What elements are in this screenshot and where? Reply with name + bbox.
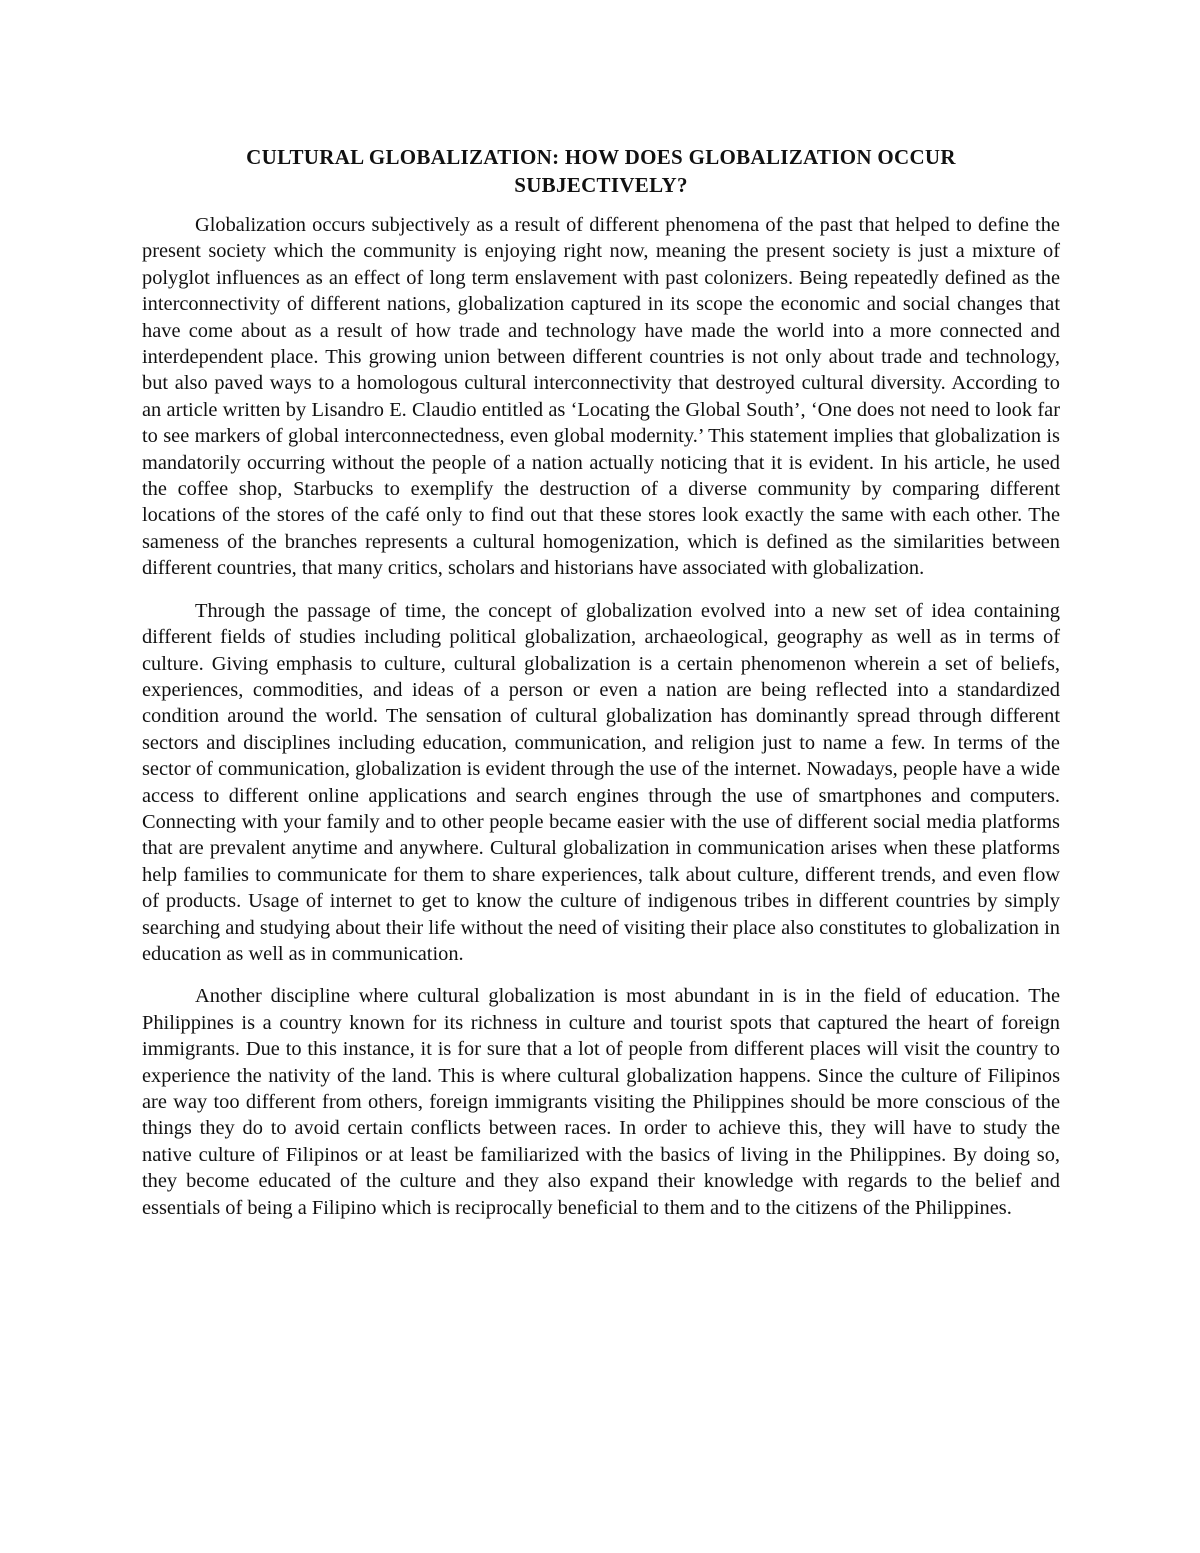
- title-line-2: SUBJECTIVELY?: [514, 173, 688, 197]
- document-body: [142, 143, 1060, 1221]
- document-title: [142, 143, 1060, 199]
- title-line-1: CULTURAL GLOBALIZATION: HOW DOES GLOBALIZATION OCCUR: [246, 145, 956, 169]
- paragraph-2: Through the passage of time, the concept of globalization evolved into a new set of idea containing different fields of studies including political globalization, archaeological, geography as well as in terms of culture. Giving emphasis to culture, cultural globalization is a certain phenomenon wherein a set of beliefs, experiences, commodities, and ideas of a person or even a nation are being reflected into a standardized condition around the world. The sensation of cultural globalization has dominantly spread through different sectors and disciplines including education, communication, and religion just to name a few. In terms of the sector of communication, globalization is evident through the use of the internet. Nowadays, people have a wide access to different online applications and search engines through the use of smartphones and computers. Connecting with your family and to other people became easier with the use of different social media platforms that are prevalent anytime and anywhere. Cultural globalization in communication arises when these platforms help families to communicate for them to share experiences, talk about culture, different trends, and even flow of products. Usage of internet to get to know the culture of indigenous tribes in different countries by simply searching and studying about their life without the need of visiting their place also constitutes to globalization in education as well as in communication.: [142, 599, 1060, 965]
- paragraph-1: Globalization occurs subjectively as a result of different phenomena of the past that helped to define the present society which the community is enjoying right now, meaning the present society is just a mixture of polyglot influences as an effect of long term enslavement with past colonizers. Being repeatedly defined as the interconnectivity of different nations, globalization captured in its scope the economic and social changes that have come about as a result of how trade and technology have made the world into a more connected and interdependent place. This growing union between different countries is not only about trade and technology, but also paved ways to a homologous cultural interconnectivity that destroyed cultural diversity. According to an article written by Lisandro E. Claudio entitled as ‘Locating the Global South’, ‘One does not need to look far to see markers of global interconnectedness, even global modernity.’ This statement implies that globalization is mandatorily occurring without the people of a nation actually noticing that it is evident. In his article, he used the coffee shop, Starbucks to exemplify the destruction of a diverse community by comparing different locations of the stores of the café only to find out that these stores look exactly the same with each other. The sameness of the branches represents a cultural homogenization, which is defined as the similarities between different countries, that many critics, scholars and historians have associated with globalization.: [142, 214, 1060, 580]
- paragraph-3: Another discipline where cultural globalization is most abundant in is in the field of education. The Philippines is a country known for its richness in culture and tourist spots that captured the heart of foreign immigrants. Due to this instance, it is for sure that a lot of people from different places will visit the country to experience the nativity of the land. This is where cultural globalization happens. Since the culture of Filipinos are way too different from others, foreign immigrants visiting the Philippines should be more conscious of the things they do to avoid certain conflicts between races. In order to achieve this, they will have to study the native culture of Filipinos or at least be familiarized with the basics of living in the Philippines. By doing so, they become educated of the culture and they also expand their knowledge with regards to the belief and essentials of being a Filipino which is reciprocally beneficial to them and to the citizens of the Philippines.: [142, 985, 1060, 1219]
